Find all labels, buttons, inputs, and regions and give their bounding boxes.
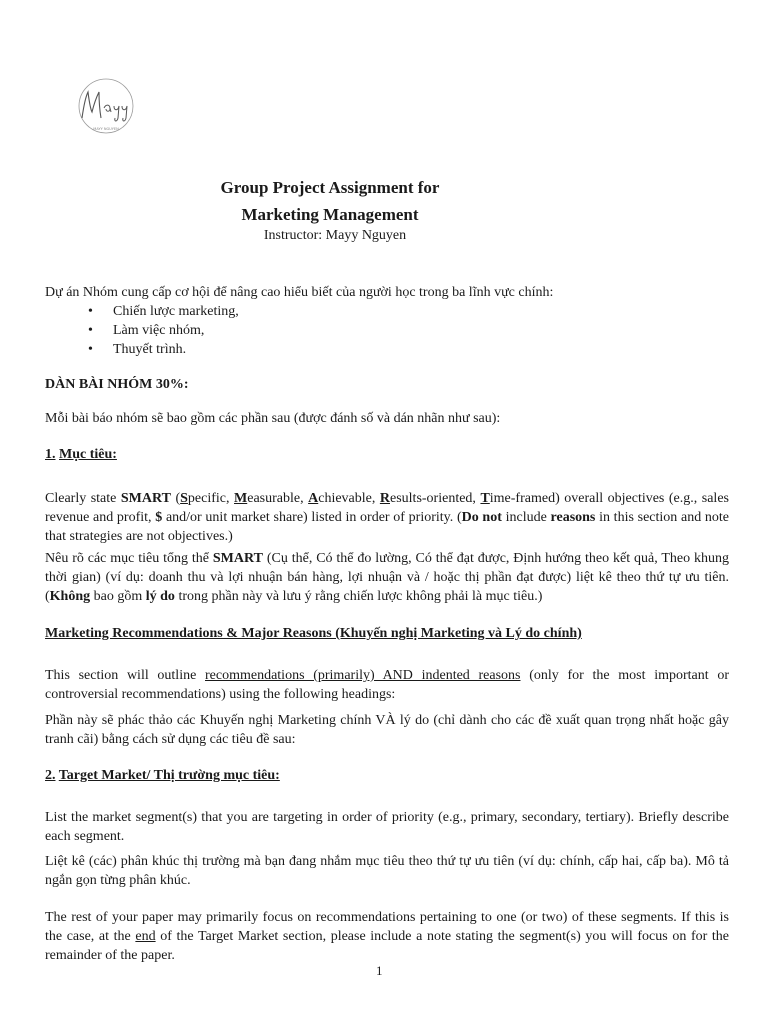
- bullet-item: • Chiến lược marketing,: [85, 302, 239, 321]
- instructor: Instructor: Mayy Nguyen: [263, 228, 407, 243]
- recommendations-english: This section will outline recommendations (primarily) AND indented reasons (only for the most important or controversial recommendations) using the following headings:: [45, 668, 729, 702]
- svg-text:MAYY NGUYEN: MAYY NGUYEN: [93, 127, 119, 131]
- title-line-1: Group Project Assignment for: [220, 178, 440, 197]
- section-1-vietnamese: Nêu rõ các mục tiêu tổng thể SMART (Cụ thể, Có thể đo lường, Có thể đạt được, Định hướng theo kết quả, Theo khung thời gian) (ví dụ: doanh thu và lợi nhuận bán hàng, lợi nhuận và / hoặc thị phần đạt được) liệt kê theo thứ tự ưu tiên. (Không bao gồm lý do trong phần này và lưu ý rằng chiến lược không phải là mục tiêu.): [45, 551, 729, 604]
- section-1-number: 1.: [45, 447, 56, 462]
- section-1-heading: [45, 445, 729, 464]
- outline-intro: Mỗi bài báo nhóm sẽ bao gồm các phần sau (được đánh số và dán nhãn như sau):: [45, 411, 501, 426]
- mayy-logo: [70, 78, 142, 138]
- section-1-english: Clearly state SMART (Specific, Measurable, Achievable, Results-oriented, Time-framed) overall objectives (e.g., sales revenue and profit, $ and/or unit market share) listed in order of priority. (Do not include reasons in this section and note that strategies are not objectives.): [45, 491, 730, 544]
- section-1-title: Mục tiêu:: [59, 447, 117, 462]
- section-2-title: Target Market/ Thị trường mục tiêu:: [58, 768, 280, 783]
- section-2-heading: [45, 766, 729, 785]
- bullet-item: • Làm việc nhóm,: [85, 321, 239, 340]
- bullet-list: [85, 302, 239, 359]
- recommendations-vietnamese: Phần này sẽ phác thảo các Khuyến nghị Marketing chính VÀ lý do (chỉ dành cho các đề xuất quan trọng nhất hoặc gây tranh cãi) bằng cách sử dụng các tiêu đề sau:: [45, 713, 729, 747]
- section-2-rest: The rest of your paper may primarily focus on recommendations pertaining to one (or two) of these segments. If this is the case, at the end of the Target Market section, please include a note stating the segment(s) you will focus on for the remainder of the paper.: [45, 910, 729, 963]
- page-number: 1: [376, 963, 383, 978]
- bullet-item: • Thuyết trình.: [85, 340, 239, 359]
- section-2-number: 2.: [45, 768, 56, 783]
- recommendations-heading: Marketing Recommendations & Major Reasons (Khuyến nghị Marketing và Lý do chính): [45, 626, 582, 641]
- title-line-2: Marketing Management: [241, 205, 419, 224]
- outline-heading: DÀN BÀI NHÓM 30%:: [45, 377, 189, 392]
- section-2-english: List the market segment(s) that you are targeting in order of priority (e.g., primary, secondary, tertiary). Briefly describe each segment.: [45, 810, 729, 844]
- intro-paragraph: Dự án Nhóm cung cấp cơ hội để nâng cao hiểu biết của người học trong ba lĩnh vực chính:: [45, 285, 554, 300]
- section-2-vietnamese: Liệt kê (các) phân khúc thị trường mà bạn đang nhắm mục tiêu theo thứ tự ưu tiên (ví dụ: chính, cấp hai, cấp ba). Mô tả ngắn gọn từng phân khúc.: [45, 854, 729, 888]
